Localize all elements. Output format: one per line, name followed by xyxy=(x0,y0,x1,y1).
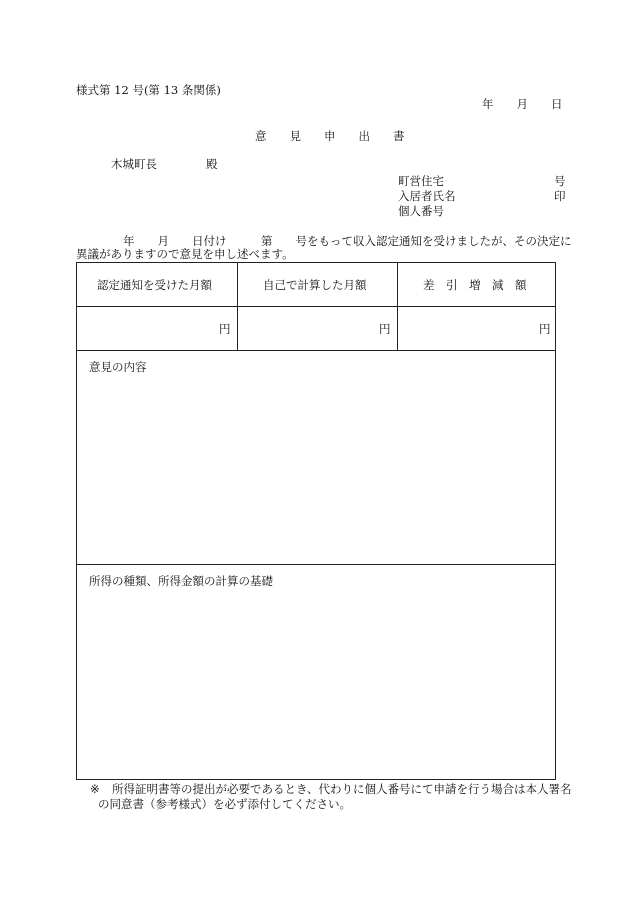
yen-unit-difference: 円 xyxy=(539,322,551,336)
resident-name-label: 入居者氏名 xyxy=(398,189,456,203)
yen-unit-self-calculated: 円 xyxy=(379,322,391,336)
header-difference-amount: 差 引 増 減 額 xyxy=(423,278,527,292)
form-number: 様式第 12 号(第 13 条関係) xyxy=(76,83,221,97)
income-basis-box xyxy=(77,565,555,779)
housing-number-suffix: 号 xyxy=(554,174,566,188)
housing-label: 町営住宅 xyxy=(398,174,444,188)
date-line: 年 月 日 xyxy=(482,97,563,111)
note-line-2: の同意書（参考様式）を必ず添付してください。 xyxy=(98,797,351,811)
column-divider xyxy=(397,263,398,351)
page-title: 意 見 申 出 書 xyxy=(255,129,405,143)
opinion-content-label: 意見の内容 xyxy=(89,360,147,374)
column-divider xyxy=(237,263,238,351)
header-self-calculated-amount: 自己で計算した月額 xyxy=(263,278,367,292)
note-line-1: 所得証明書等の提出が必要であるとき、代わりに個人番号にて申請を行う場合は本人署名 xyxy=(112,782,572,796)
income-basis-label: 所得の種類、所得金額の計算の基礎 xyxy=(89,574,273,588)
opinion-content-box xyxy=(77,351,555,565)
statement-line-2: 異議がありますので意見を申し述べます。 xyxy=(76,247,294,261)
header-notified-amount: 認定通知を受けた月額 xyxy=(97,278,212,292)
amount-value-row xyxy=(77,307,555,351)
opinion-form-table xyxy=(76,262,556,780)
individual-number-label: 個人番号 xyxy=(398,204,444,218)
honorific: 殿 xyxy=(206,157,218,171)
amount-header-row xyxy=(77,263,555,307)
yen-unit-notified: 円 xyxy=(219,322,231,336)
addressee: 木城町長 xyxy=(111,157,157,171)
statement-line-1: 年 月 日付け 第 号をもって収入認定通知を受けましたが、その決定に xyxy=(123,234,572,248)
seal-mark: 印 xyxy=(554,189,566,203)
note-mark: ※ xyxy=(90,782,100,796)
